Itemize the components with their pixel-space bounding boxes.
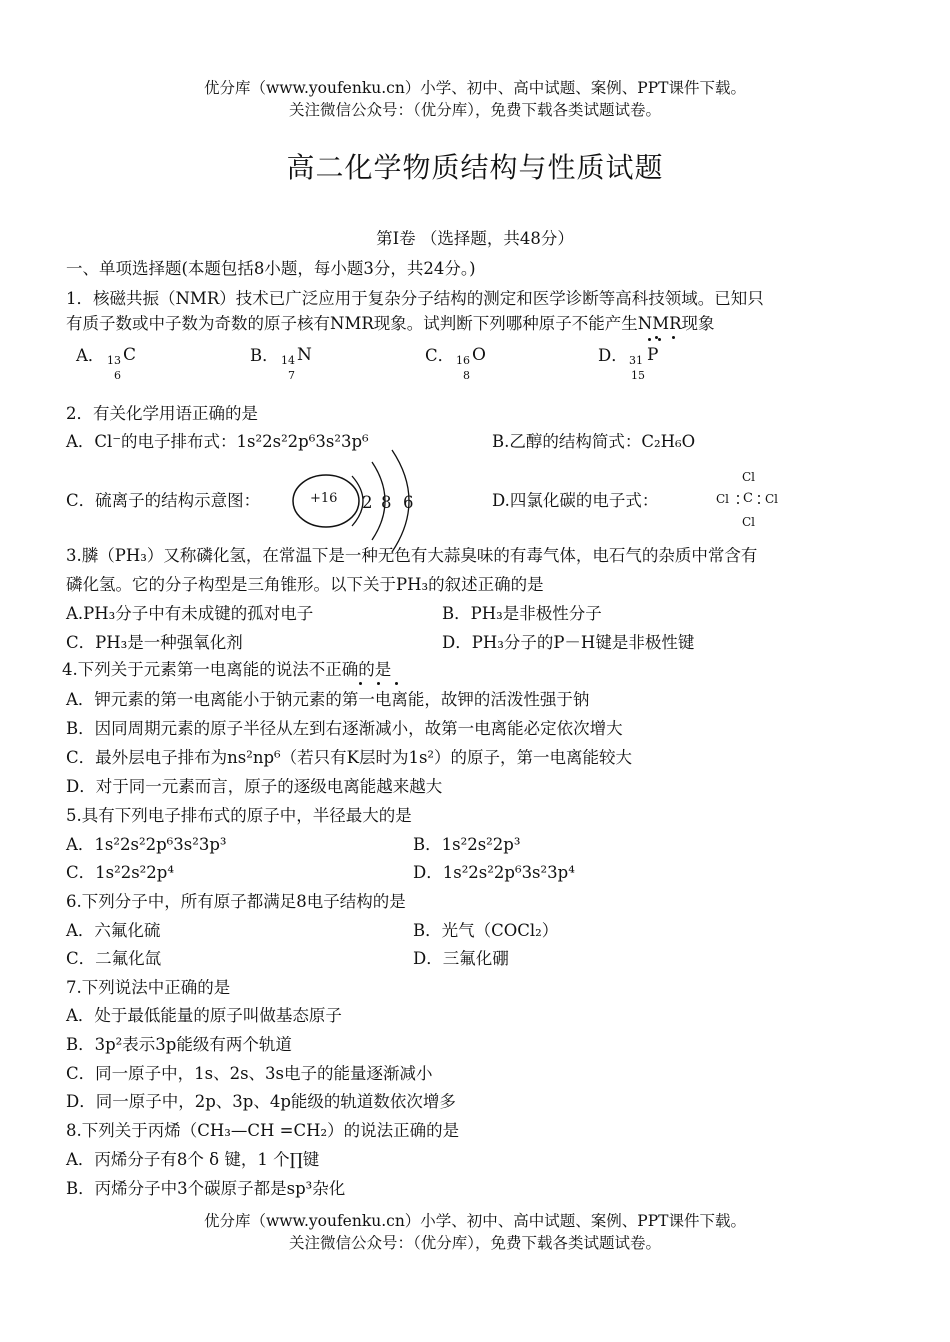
q4-stem: 4.下列关于元素第一电离能的说法不正确的是 [62, 660, 392, 679]
q7-option-d[interactable]: D．同一原子中，2p、3p、4p能级的轨道数依次增多 [66, 1092, 456, 1111]
header-line-1: 优分库（www.youfenku.cn）小学、初中、高中试题、案例、PPT课件下载。 [203, 79, 747, 97]
q6-option-b[interactable]: B．光气（COCl₂） [413, 921, 559, 940]
q7-option-b[interactable]: B．3p²表示3p能级有两个轨道 [66, 1035, 292, 1054]
q4-option-a[interactable]: A．钾元素的第一电离能小于钠元素的第一电离能，故钾的活泼性强于钠 [66, 690, 590, 709]
q6-option-c[interactable]: C．二氟化氙 [66, 949, 162, 968]
q3-option-a[interactable]: A.PH₃分子中有未成键的孤对电子 [66, 604, 314, 623]
q8-option-a[interactable]: A．丙烯分子有8个 δ 键，1 个∏键 [66, 1150, 320, 1169]
q2-stem: 2．有关化学用语正确的是 [66, 404, 258, 423]
shell-3: 6 [403, 493, 414, 512]
q8-stem: 8.下列关于丙烯（CH₃—CH =CH₂）的说法正确的是 [66, 1121, 460, 1140]
q4-option-d[interactable]: D．对于同一元素而言，原子的逐级电离能越来越大 [66, 777, 443, 796]
emphasis-dot [359, 682, 362, 685]
q4-option-c[interactable]: C．最外层电子排布为ns²np⁶（若只有K层时为1s²）的原子，第一电离能较大 [66, 748, 633, 767]
q3-option-b[interactable]: B．PH₃是非极性分子 [442, 604, 602, 623]
q3-line-1: 3.膦（PH₃）又称磷化氢，在常温下是一种无色有大蒜臭味的有毒气体，电石气的杂质中常含有 [66, 546, 758, 565]
q5-option-d[interactable]: D．1s²2s²2p⁶3s²3p⁴ [413, 863, 575, 882]
q2-option-b[interactable]: B.乙醇的结构简式：C₂H₆O [492, 432, 696, 451]
footer-line-1: 优分库（www.youfenku.cn）小学、初中、高中试题、案例、PPT课件下载。 [203, 1212, 747, 1230]
section-heading: 第Ⅰ卷 （选择题，共48分） [376, 229, 574, 248]
q2-option-d[interactable]: D.四氯化碳的电子式： [492, 491, 659, 510]
q3-option-c[interactable]: C．PH₃是一种强氧化剂 [66, 633, 243, 652]
q6-option-a[interactable]: A．六氟化硫 [66, 921, 161, 940]
q4-option-b[interactable]: B．因同周期元素的原子半径从左到右逐渐减小，故第一电离能必定依次增大 [66, 719, 623, 738]
q5-stem: 5.具有下列电子排布式的原子中，半径最大的是 [66, 806, 412, 825]
footer-line-2: 关注微信公众号：（优分库），免费下载各类试题试卷。 [288, 1234, 661, 1252]
q6-stem: 6.下列分子中，所有原子都满足8电子结构的是 [66, 892, 406, 911]
q5-option-b[interactable]: B．1s²2s²2p³ [413, 835, 521, 854]
q5-option-c[interactable]: C．1s²2s²2p⁴ [66, 863, 174, 882]
emphasis-dot [377, 682, 380, 685]
nucleus-charge: +16 [310, 491, 338, 506]
emphasis-dot [395, 682, 398, 685]
q1-line-2: 有质子数或中子数为奇数的原子核有NMR现象。试判断下列哪种原子不能产生NMR现象 [66, 314, 715, 333]
q5-option-a[interactable]: A．1s²2s²2p⁶3s²3p³ [66, 835, 227, 854]
q6-option-d[interactable]: D．三氟化硼 [413, 949, 509, 968]
electron-dot [658, 338, 661, 341]
shell-1: 2 [362, 493, 373, 512]
q2-option-a[interactable]: A．Cl⁻的电子排布式：1s²2s²2p⁶3s²3p⁶ [66, 432, 369, 451]
q7-option-c[interactable]: C．同一原子中，1s、2s、3s电子的能量逐渐减小 [66, 1064, 433, 1083]
q7-stem: 7.下列说法中正确的是 [66, 978, 231, 997]
part-heading: 一、单项选择题(本题包括8小题，每小题3分，共24分。) [66, 259, 476, 278]
emphasis-dot [672, 336, 675, 339]
q7-option-a[interactable]: A．处于最低能量的原子叫做基态原子 [66, 1006, 342, 1025]
q3-line-2: 磷化氢。它的分子构型是三角锥形。以下关于PH₃的叙述正确的是 [66, 575, 544, 594]
page-title: 高二化学物质结构与性质试题 [286, 151, 664, 184]
q3-option-d[interactable]: D．PH₃分子的P－H键是非极性键 [442, 633, 695, 652]
q1-line-1: 1．核磁共振（NMR）技术已广泛应用于复杂分子结构的测定和医学诊断等高科技领域。已知只 [66, 289, 764, 308]
shell-2: 8 [381, 493, 392, 512]
header-line-2: 关注微信公众号：（优分库），免费下载各类试题试卷。 [288, 101, 661, 119]
q2-option-c[interactable]: C．硫离子的结构示意图： [66, 491, 261, 510]
q8-option-b[interactable]: B．丙烯分子中3个碳原子都是sp³杂化 [66, 1179, 346, 1198]
electron-dot [648, 338, 651, 341]
